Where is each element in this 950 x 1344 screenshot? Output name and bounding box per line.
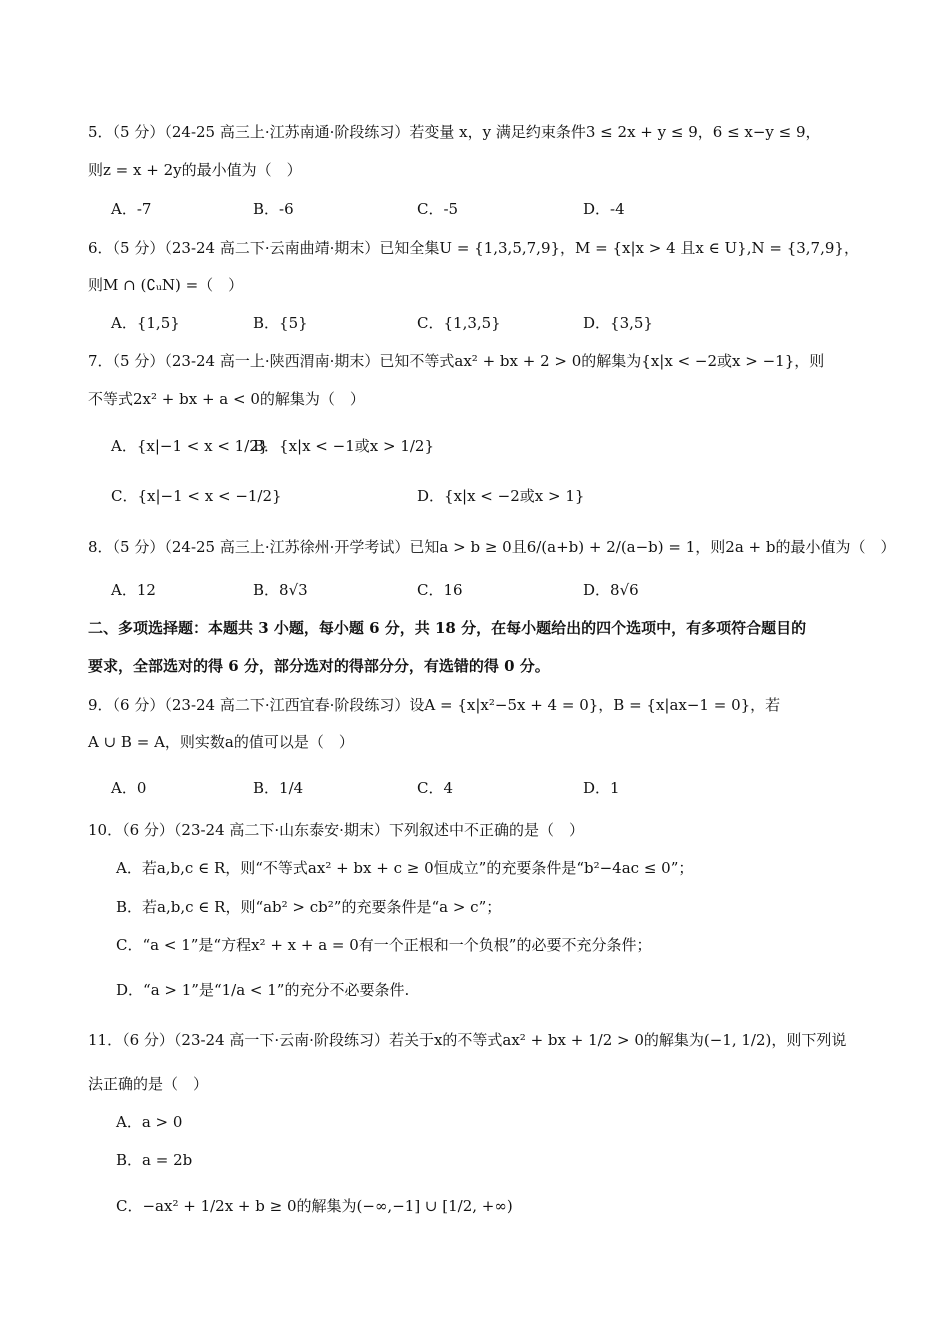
q5-option-a: A．-7	[111, 200, 152, 218]
q9-option-b: B．1/4	[253, 779, 304, 797]
q9-stem-line2: A ∪ B = A，则实数a的值可以是（ ）	[88, 733, 354, 751]
q11-option-a: A．a > 0	[116, 1113, 183, 1131]
q9-stem-line1: 9．（6 分）（23-24 高二下·江西宜春·阶段练习）设A = {x|x²−5x + 4 = 0}，B = {x|ax−1 = 0}，若	[88, 696, 781, 714]
q10-option-d: D．“a > 1”是“1/a < 1”的充分不必要条件.	[116, 981, 410, 999]
q7-option-c: C．{x|−1 < x < −1/2}	[111, 487, 282, 505]
q9-option-c: C．4	[417, 779, 454, 797]
q7-option-b: B．{x|x < −1或x > 1/2}	[253, 437, 435, 455]
q5-stem-line1: 5．（5 分）（24-25 高三上·江苏南通·阶段练习）若变量 x，y 满足约束条件3 ≤ 2x + y ≤ 9，6 ≤ x−y ≤ 9，	[88, 123, 821, 141]
q8-option-c: C．16	[417, 581, 463, 599]
q9-option-a: A．0	[111, 779, 147, 797]
q5-stem-line2: 则z = x + 2y的最小值为（ ）	[88, 161, 302, 179]
q11-stem-line1: 11．（6 分）（23-24 高一下·云南·阶段练习）若关于x的不等式ax² + bx + 1/2 > 0的解集为(−1, 1/2)，则下列说	[88, 1031, 847, 1049]
q7-stem-line2: 不等式2x² + bx + a < 0的解集为（ ）	[88, 390, 365, 408]
section2-heading-line2: 要求，全部选对的得 6 分，部分选对的得部分分，有选错的得 0 分。	[88, 657, 550, 675]
q6-stem-line1: 6．（5 分）（23-24 高二下·云南曲靖·期末）已知全集U = {1,3,5,7,9}，M = {x|x > 4 且x ∈ U},N = {3,7,9}，	[88, 239, 859, 257]
q5-option-b: B．-6	[253, 200, 294, 218]
q10-stem: 10．（6 分）（23-24 高二下·山东泰安·期末）下列叙述中不正确的是（ ）	[88, 821, 584, 839]
q8-option-a: A．12	[111, 581, 156, 599]
q7-stem-line1: 7．（5 分）（23-24 高一上·陕西渭南·期末）已知不等式ax² + bx + 2 > 0的解集为{x|x < −2或x > −1}，则	[88, 352, 825, 370]
q5-option-d: D．-4	[583, 200, 625, 218]
q6-stem-line2: 则M ∩ (∁ᵤN) =（ ）	[88, 276, 244, 294]
q6-option-c: C．{1,3,5}	[417, 314, 501, 332]
q11-option-c: C．−ax² + 1/2x + b ≥ 0的解集为(−∞,−1] ∪ [1/2, +∞)	[116, 1197, 513, 1215]
q6-option-d: D．{3,5}	[583, 314, 653, 332]
q10-option-b: B．若a,b,c ∈ R，则“ab² > cb²”的充要条件是“a > c”；	[116, 898, 502, 916]
q8-option-b: B．8√3	[253, 581, 308, 599]
q9-option-d: D．1	[583, 779, 620, 797]
q5-option-c: C．-5	[417, 200, 459, 218]
section2-heading-line1: 二、多项选择题：本题共 3 小题，每小题 6 分，共 18 分，在每小题给出的四个选项中，有多项符合题目的	[88, 619, 807, 637]
q8-stem-line1: 8．（5 分）（24-25 高三上·江苏徐州·开学考试）已知a > b ≥ 0且6/(a+b) + 2/(a−b) = 1，则2a + b的最小值为（ ）	[88, 538, 896, 556]
q11-option-b: B．a = 2b	[116, 1151, 193, 1169]
q11-stem-line2: 法正确的是（ ）	[88, 1075, 209, 1093]
q7-option-a: A．{x|−1 < x < 1/2}	[111, 437, 269, 455]
q10-option-a: A．若a,b,c ∈ R，则“不等式ax² + bx + c ≥ 0恒成立”的充要条件是“b²−4ac ≤ 0”；	[116, 859, 694, 877]
q6-option-b: B．{5}	[253, 314, 308, 332]
q8-option-d: D．8√6	[583, 581, 639, 599]
q6-option-a: A．{1,5}	[111, 314, 180, 332]
q7-option-d: D．{x|x < −2或x > 1}	[417, 487, 585, 505]
q10-option-c: C．“a < 1”是“方程x² + x + a = 0有一个正根和一个负根”的必要不充分条件；	[116, 936, 652, 954]
